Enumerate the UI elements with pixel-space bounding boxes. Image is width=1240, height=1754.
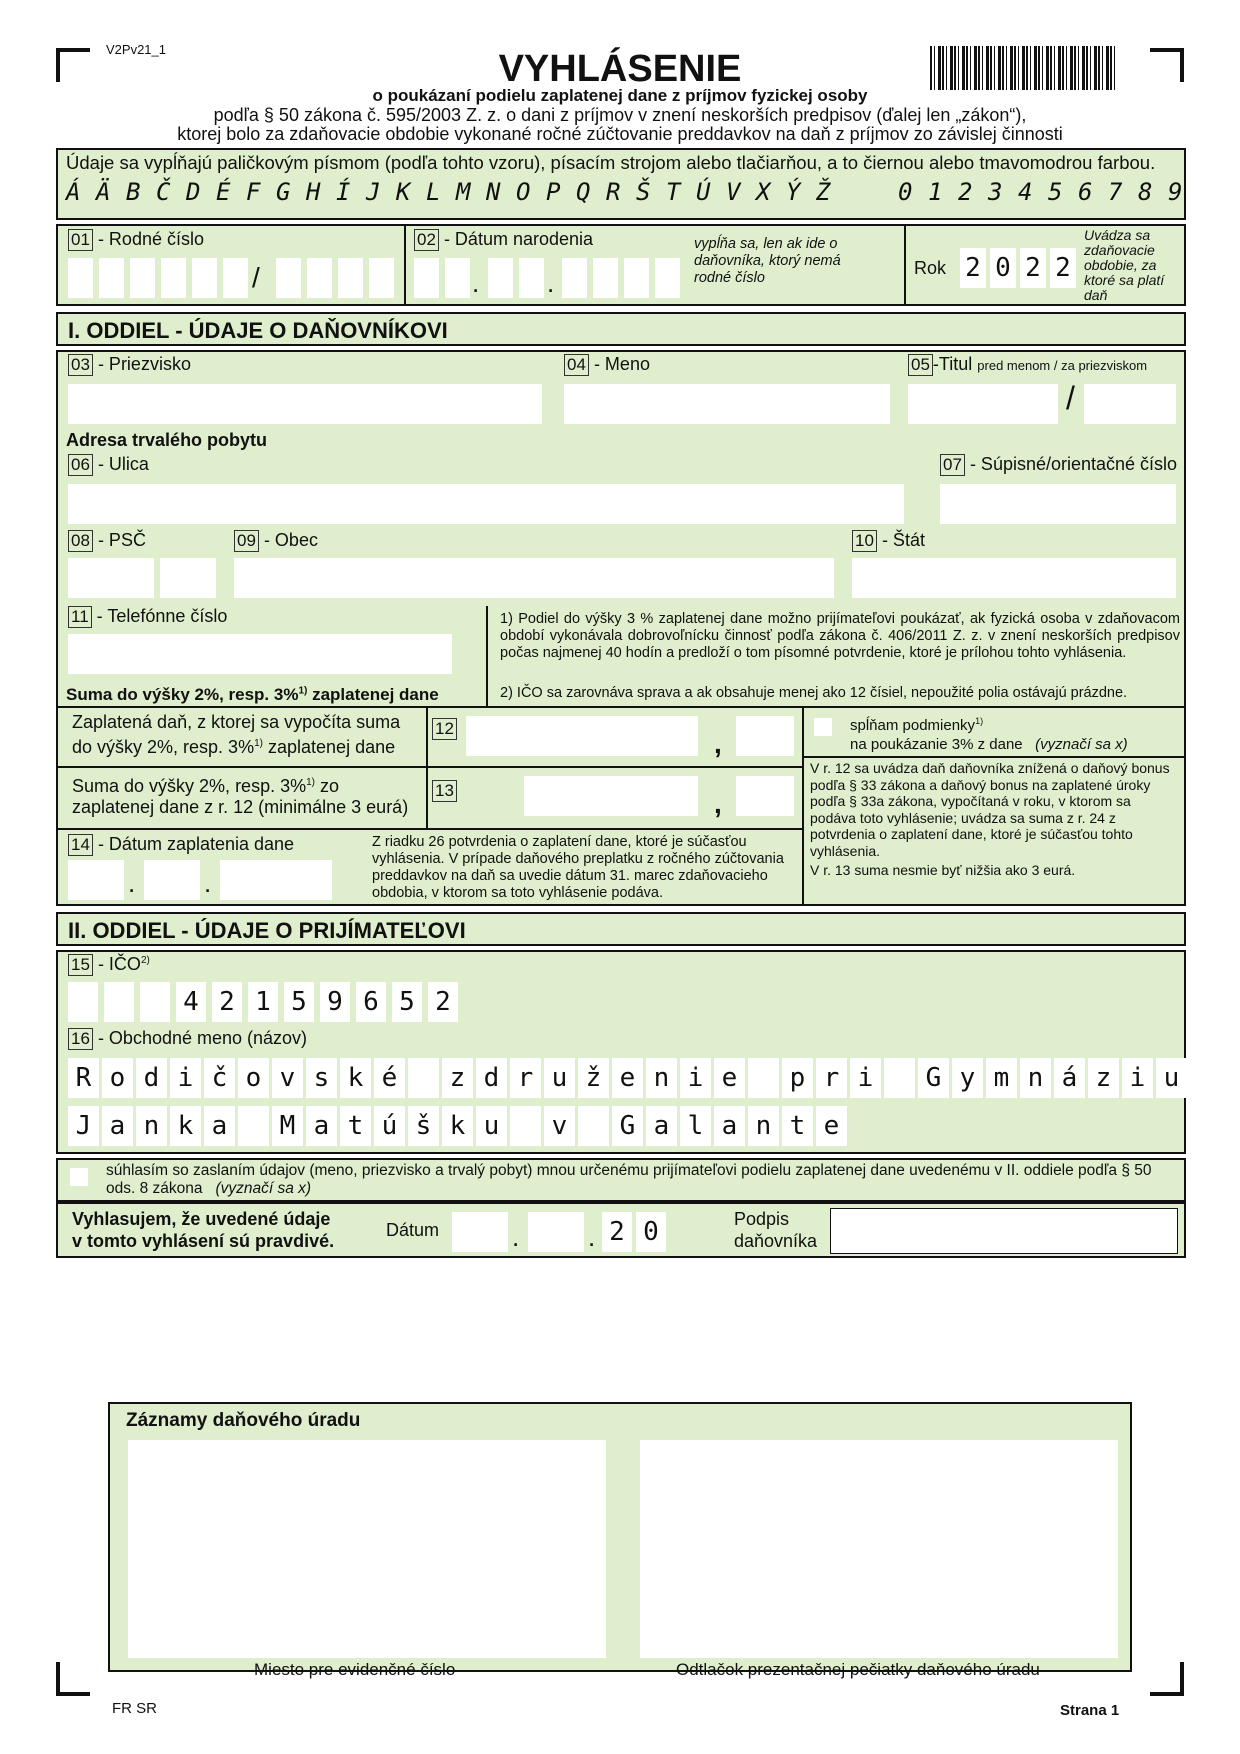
label-text: do výšky 2%, resp. 3% [72, 737, 255, 757]
char-box: n [136, 1106, 167, 1146]
char-box: 6 [356, 982, 386, 1022]
row-number: 08 [68, 530, 93, 552]
house-number-input[interactable] [940, 484, 1176, 524]
char-box: n [748, 1106, 779, 1146]
surname-input[interactable] [68, 384, 542, 424]
birth-number-separator: / [252, 262, 260, 293]
instructions-text: Údaje sa vypĺňajú paličkovým písmom (podľa tohto vzoru), písacím strojom alebo tlačiarňou, a to čiernou alebo tmavomodrou farbou. [66, 152, 1156, 173]
char-box: p [782, 1058, 813, 1098]
char-box: l [680, 1106, 711, 1146]
sample-letter: H [306, 178, 321, 206]
page-title: VYHLÁSENIE [498, 48, 742, 90]
row-number: 04 [564, 354, 589, 376]
field-15-label [68, 954, 150, 976]
condition-text [850, 712, 1128, 754]
label-text: - Rodné číslo [97, 229, 204, 249]
first-name-input[interactable] [564, 384, 890, 424]
sum-heading: Suma do výšky 2%, resp. 3%$^{1)}$ zaplatenej dane [66, 685, 439, 704]
registration-number-area[interactable] [128, 1440, 606, 1658]
char-box: a [714, 1106, 745, 1146]
sample-letter: K [396, 178, 411, 206]
date-separator: . [472, 268, 480, 298]
label-text: - Telefónne číslo [96, 606, 228, 626]
char-box: n [646, 1058, 677, 1098]
street-input[interactable] [68, 484, 904, 524]
label-text: - Dátum narodenia [443, 229, 594, 249]
char-box: r [510, 1058, 541, 1098]
sample-digit: 2 [958, 178, 973, 206]
stamp-area[interactable] [640, 1440, 1118, 1658]
section-roman: II. ODDIEL [68, 918, 176, 943]
char-box: e [816, 1106, 847, 1146]
sample-digit: 5 [1048, 178, 1063, 206]
char-box: 5 [392, 982, 422, 1022]
sample-letter: J [366, 178, 381, 206]
label-small: pred menom / za priezviskom [977, 358, 1148, 373]
divider [426, 708, 428, 828]
condition-line: spĺňam podmienky$^{1)}$ [850, 716, 984, 734]
note-row-13: V r. 13 suma nesmie byť nižšia ako 3 eurá. [810, 862, 1076, 878]
char-box: 2 [212, 982, 242, 1022]
label-sup: 2) [140, 955, 150, 966]
postal-code-input-2[interactable] [160, 558, 216, 598]
stamp-label: Odtlačok prezentačnej pečiatky daňového úradu [676, 1660, 1040, 1679]
char-box: ž [578, 1058, 609, 1098]
char-box: v [544, 1106, 575, 1146]
char-box: v [272, 1058, 303, 1098]
sum-euros-input[interactable] [524, 776, 698, 816]
char-box: y [952, 1058, 983, 1098]
char-box: k [170, 1106, 201, 1146]
payment-date-month[interactable] [144, 860, 200, 900]
sum-heading-text: Suma do výšky 2%, resp. 3% [66, 685, 299, 704]
sample-digit: 6 [1078, 178, 1093, 206]
payment-date-day[interactable] [68, 860, 124, 900]
label-text: - Súpisné/orientačné číslo [969, 454, 1178, 474]
char-box: 2 [960, 248, 986, 288]
field-16-label [68, 1028, 307, 1050]
date-separator: . [512, 1222, 520, 1252]
registration-number-label: Miesto pre evidenčné číslo [254, 1660, 456, 1679]
label-text: - IČO [97, 954, 141, 974]
row-number: 14 [68, 834, 93, 856]
payment-date-year[interactable] [220, 860, 332, 900]
field-04-label [564, 354, 650, 376]
char-box: e [612, 1058, 643, 1098]
postal-code-input-1[interactable] [68, 558, 154, 598]
birth-date-note: vypĺňa sa, len ak ide o daňovníka, ktorý nemá rodné číslo [694, 236, 841, 286]
char-box [68, 982, 98, 1022]
row-number: 02 [414, 229, 439, 251]
char-box: J [68, 1106, 99, 1146]
label-text: Suma do výšky 2%, resp. 3% [72, 776, 307, 796]
char-box [140, 982, 170, 1022]
ico-field[interactable] [68, 982, 464, 1022]
divider [58, 766, 802, 768]
row-number: 03 [68, 354, 93, 376]
char-box: é [374, 1058, 405, 1098]
sample-digit: 7 [1108, 178, 1123, 206]
char-box: t [782, 1106, 813, 1146]
char-box [884, 1058, 915, 1098]
char-box: R [68, 1058, 99, 1098]
sample-letter: Í [336, 178, 351, 206]
sample-letter: M [456, 178, 471, 206]
corner-mark-bottom-left [56, 1662, 90, 1696]
sample-letter: É [216, 178, 231, 206]
date-label: Dátum [386, 1220, 440, 1240]
birth-number-part1[interactable] [68, 258, 248, 298]
note-row-12: V r. 12 sa uvádza daň daňovníka znížená o daňový bonus podľa § 33 zákona a daňový bonus na zaplatené úroky podľa § 33a zákona, vypočítaná v roku, v ktorom sa podáva toto vyhlásenie; uvádza sa suma z r. 24 z potvrdenia o zaplatení dane, ktoré je súčasťou tohto vyhlásenia. [810, 760, 1170, 859]
sample-letters [66, 178, 1194, 206]
declaration-line: v tomto vyhlásení sú pravdivé. [72, 1231, 335, 1251]
consent-label: súhlasím so zaslaním údajov (meno, priezvisko a trvalý pobyt) mnou určenému prijímateľovi podielu zaplatenej dane uvedenému v II. oddiele podľa § 50 ods. 8 zákona [106, 1162, 1152, 1197]
sample-letter: Š [636, 178, 651, 206]
sample-letter: Ú [696, 178, 711, 206]
decimal-comma: , [714, 728, 722, 759]
sample-letter: Á [66, 178, 81, 206]
char-box: á [1054, 1058, 1085, 1098]
label-line: Suma do výšky 2%, resp. 3%$^{1)}$ zo [72, 776, 340, 796]
sample-letter: V [726, 178, 741, 206]
field-11-label [68, 606, 227, 628]
row-number-12 [432, 718, 457, 740]
paid-tax-cents-input[interactable] [736, 716, 794, 756]
char-box: e [714, 1058, 745, 1098]
sum-cents-input[interactable] [736, 776, 794, 816]
sample-letter: T [666, 178, 681, 206]
char-box: 4 [176, 982, 206, 1022]
char-box: u [544, 1058, 575, 1098]
char-box: d [136, 1058, 167, 1098]
field-02-label [414, 229, 593, 251]
char-box: m [986, 1058, 1017, 1098]
char-box: 2 [602, 1212, 632, 1252]
date-separator: . [204, 868, 212, 898]
char-box: u [476, 1106, 507, 1146]
char-box: G [918, 1058, 949, 1098]
section-title: - ÚDAJE O PRIJÍMATEĽOVI [181, 918, 466, 943]
char-box: a [306, 1106, 337, 1146]
label-text: - Ulica [97, 454, 149, 474]
char-box: š [408, 1106, 439, 1146]
birth-date-year[interactable] [562, 258, 680, 298]
char-box: z [442, 1058, 473, 1098]
char-box: k [442, 1106, 473, 1146]
label-text: - PSČ [97, 530, 146, 550]
footnote-2: 2) IČO sa zarovnáva sprava a ak obsahuje menej ako 12 čísiel, nepoužité polia ostávajú prázdne. [500, 685, 1128, 701]
char-box: t [340, 1106, 371, 1146]
sample-letter: Ý [786, 178, 801, 206]
sign-date-year[interactable] [602, 1212, 670, 1252]
field-10-label [852, 530, 925, 552]
label-tail: zaplatenej dane [268, 737, 396, 757]
divider [58, 706, 1184, 708]
char-box [510, 1106, 541, 1146]
business-name-line-2[interactable] [68, 1106, 850, 1146]
subtitle-period: ktorej bolo za zdaňovacie obdobie vykonané ročné zúčtovanie preddavkov na daň z príjmov zo závislej činnosti [177, 124, 1063, 144]
label-text: - Dátum zaplatenia dane [97, 834, 295, 854]
label-text: - Priezvisko [97, 354, 191, 374]
footer-left: FR SR [112, 1700, 157, 1717]
char-box: M [272, 1106, 303, 1146]
sample-letter: Q [576, 178, 591, 206]
char-box [748, 1058, 779, 1098]
field-14-label [68, 834, 294, 856]
signature-label [734, 1208, 817, 1252]
sample-digit: 1 [928, 178, 943, 206]
row-number: 05 [908, 354, 933, 376]
sample-letter: G [276, 178, 291, 206]
row-number: 01 [68, 229, 93, 251]
sign-date-month[interactable] [528, 1212, 584, 1252]
char-box: 9 [320, 982, 350, 1022]
char-box: o [102, 1058, 133, 1098]
char-box: z [1088, 1058, 1119, 1098]
char-box: ú [374, 1106, 405, 1146]
condition-line [850, 735, 1128, 754]
row-number: 16 [68, 1028, 93, 1050]
row-number-13 [432, 780, 457, 802]
char-box: i [680, 1058, 711, 1098]
title-separator: / [1066, 380, 1075, 416]
field-14-note: Z riadku 26 potvrdenia o zaplatení dane, ktoré je súčasťou vyhlásenia. V prípade daňového preplatku z ročného zúčtovania preddavkov na daň sa uvedie dátum 31. marec zdaňovacieho obdobia, v ktorom sa toto vyhlásenie podáva. [372, 834, 784, 901]
sample-digit: 9 [1168, 178, 1183, 206]
condition-checkbox[interactable] [814, 718, 832, 736]
sample-letter: P [546, 178, 561, 206]
section-title: - ÚDAJE O DAŇOVNÍKOVI [175, 318, 448, 343]
char-box: 2 [1050, 248, 1076, 288]
divider [58, 828, 802, 830]
sign-date-day[interactable] [452, 1212, 508, 1252]
char-box: a [646, 1106, 677, 1146]
page-number: Strana 1 [1060, 1702, 1120, 1719]
sum-heading-tail: zaplatenej dane [312, 685, 439, 704]
date-separator: . [128, 868, 136, 898]
field-09-label [234, 530, 318, 552]
sample-letter: B [126, 178, 141, 206]
title-before-input[interactable] [908, 384, 1058, 424]
char-box [104, 982, 134, 1022]
section-2-header [56, 912, 1186, 946]
field-03-label [68, 354, 191, 376]
decimal-comma: , [714, 788, 722, 819]
row-number: 15 [68, 954, 93, 976]
label-text: -Titul [932, 354, 973, 374]
char-box: i [1122, 1058, 1153, 1098]
char-box: 2 [428, 982, 458, 1022]
consent-checkbox[interactable] [70, 1168, 88, 1186]
sample-letter: N [486, 178, 501, 206]
char-box: 5 [284, 982, 314, 1022]
birth-number-part2[interactable] [276, 258, 394, 298]
char-box: 2 [1020, 248, 1046, 288]
char-box: G [612, 1106, 643, 1146]
sample-digit: 8 [1138, 178, 1153, 206]
char-box: i [170, 1058, 201, 1098]
label-text: - Obchodné meno (názov) [97, 1028, 308, 1048]
signature-line: Podpis [734, 1209, 790, 1229]
row-number: 07 [940, 454, 965, 476]
char-box: u [1156, 1058, 1187, 1098]
year-note: Uvádza sa zdaňovacie obdobie, za ktoré sa platí daň [1084, 227, 1165, 303]
char-box: 0 [990, 248, 1016, 288]
sample-letter: R [606, 178, 621, 206]
sample-letter: O [516, 178, 531, 206]
sample-digit: 3 [988, 178, 1003, 206]
tax-office-title: Záznamy daňového úradu [126, 1410, 361, 1431]
field-12-label [72, 712, 400, 758]
consent-text [106, 1162, 1176, 1198]
divider [486, 606, 488, 706]
field-01-label [68, 229, 204, 251]
char-box [238, 1106, 269, 1146]
char-box: d [476, 1058, 507, 1098]
business-name-line-1[interactable] [68, 1058, 1190, 1098]
row-number: 10 [852, 530, 877, 552]
sample-letter: Č [156, 178, 171, 206]
tax-year-field[interactable] [960, 248, 1080, 288]
divider [802, 708, 804, 904]
label-text: - Štát [881, 530, 925, 550]
corner-mark-bottom-right [1150, 1662, 1184, 1696]
condition-line2: na poukázanie 3% z dane [850, 736, 1023, 753]
field-05-label [908, 354, 1147, 376]
label-text: - Obec [263, 530, 318, 550]
row-number: 13 [432, 780, 457, 802]
char-box: r [816, 1058, 847, 1098]
subtitle-law: podľa § 50 zákona č. 595/2003 Z. z. o dani z príjmov v znení neskorších predpisov (ďalej len „zákon“), [213, 105, 1027, 125]
declaration-line: Vyhlasujem, že uvedené údaje [72, 1209, 331, 1229]
char-box: a [204, 1106, 235, 1146]
sample-letter: Ä [96, 178, 111, 206]
row-number: 09 [234, 530, 259, 552]
label-tail: zo [320, 776, 340, 796]
field-13-label [72, 772, 408, 818]
sample-digit: 4 [1018, 178, 1033, 206]
divider [904, 226, 906, 304]
divider [804, 756, 1184, 758]
section-roman: I. ODDIEL [68, 318, 170, 343]
row-number: 06 [68, 454, 93, 476]
label-text: - Meno [593, 354, 650, 374]
sample-letter: L [426, 178, 441, 206]
date-separator: . [588, 1222, 596, 1252]
birth-date-day[interactable] [414, 258, 470, 298]
label-line: do výšky 2%, resp. 3%$^{1)}$ zaplatenej dane [72, 737, 396, 757]
condition-line1: spĺňam podmienky [850, 717, 976, 734]
birth-date-month[interactable] [488, 258, 544, 298]
signature-line: daňovníka [734, 1231, 818, 1251]
date-separator: . [547, 268, 555, 298]
label-line: zaplatenej dane z r. 12 (minimálne 3 eurá) [72, 797, 409, 817]
label-line: Zaplatená daň, z ktorej sa vypočíta suma [72, 712, 401, 732]
char-box [578, 1106, 609, 1146]
field-08-label [68, 530, 146, 552]
char-box: s [306, 1058, 337, 1098]
char-box: 1 [248, 982, 278, 1022]
char-box: o [238, 1058, 269, 1098]
char-box: a [102, 1106, 133, 1146]
address-heading: Adresa trvalého pobytu [66, 430, 268, 450]
sample-letter: D [186, 178, 201, 206]
char-box [408, 1058, 439, 1098]
divider [404, 226, 406, 304]
sample-digit: 0 [898, 178, 913, 206]
year-label: Rok [914, 258, 947, 278]
char-box: i [850, 1058, 881, 1098]
field-07-label [940, 454, 1177, 476]
condition-mark: (vyznačí sa x) [1035, 736, 1128, 753]
phone-input[interactable] [68, 634, 452, 674]
char-box: č [204, 1058, 235, 1098]
sample-letter: X [756, 178, 771, 206]
char-box: 0 [636, 1212, 666, 1252]
char-box: n [1020, 1058, 1051, 1098]
consent-mark: (vyznačí sa x) [215, 1180, 312, 1197]
city-input[interactable] [234, 558, 834, 598]
subtitle: o poukázaní podielu zaplatenej dane z príjmov fyzickej osoby [372, 86, 868, 105]
signature-field[interactable] [830, 1208, 1178, 1254]
char-box: k [340, 1058, 371, 1098]
row-number: 11 [68, 606, 92, 628]
section-1-header [56, 312, 1186, 346]
sample-letter: Ž [816, 178, 831, 206]
form-code: V2Pv21_1 [106, 42, 166, 57]
title-after-input[interactable] [1084, 384, 1176, 424]
row-number: 12 [432, 718, 457, 740]
field-06-label [68, 454, 149, 476]
footnote-1: 1) Podiel do výšky 3 % zaplatenej dane možno prijímateľovi poukázať, ak fyzická osoba v zdaňovacom období vykonávala dobrovoľnícku činnosť podľa zákona č. 406/2011 Z. z. v znení neskorších predpisov počas najmenej 40 hodín a predloží o tom písomné potvrdenie, ktoré je prílohou tohto vyhlásenia. [500, 611, 1180, 661]
country-input[interactable] [852, 558, 1176, 598]
sample-letter: F [246, 178, 261, 206]
paid-tax-euros-input[interactable] [466, 716, 698, 756]
declaration-text [72, 1208, 334, 1252]
